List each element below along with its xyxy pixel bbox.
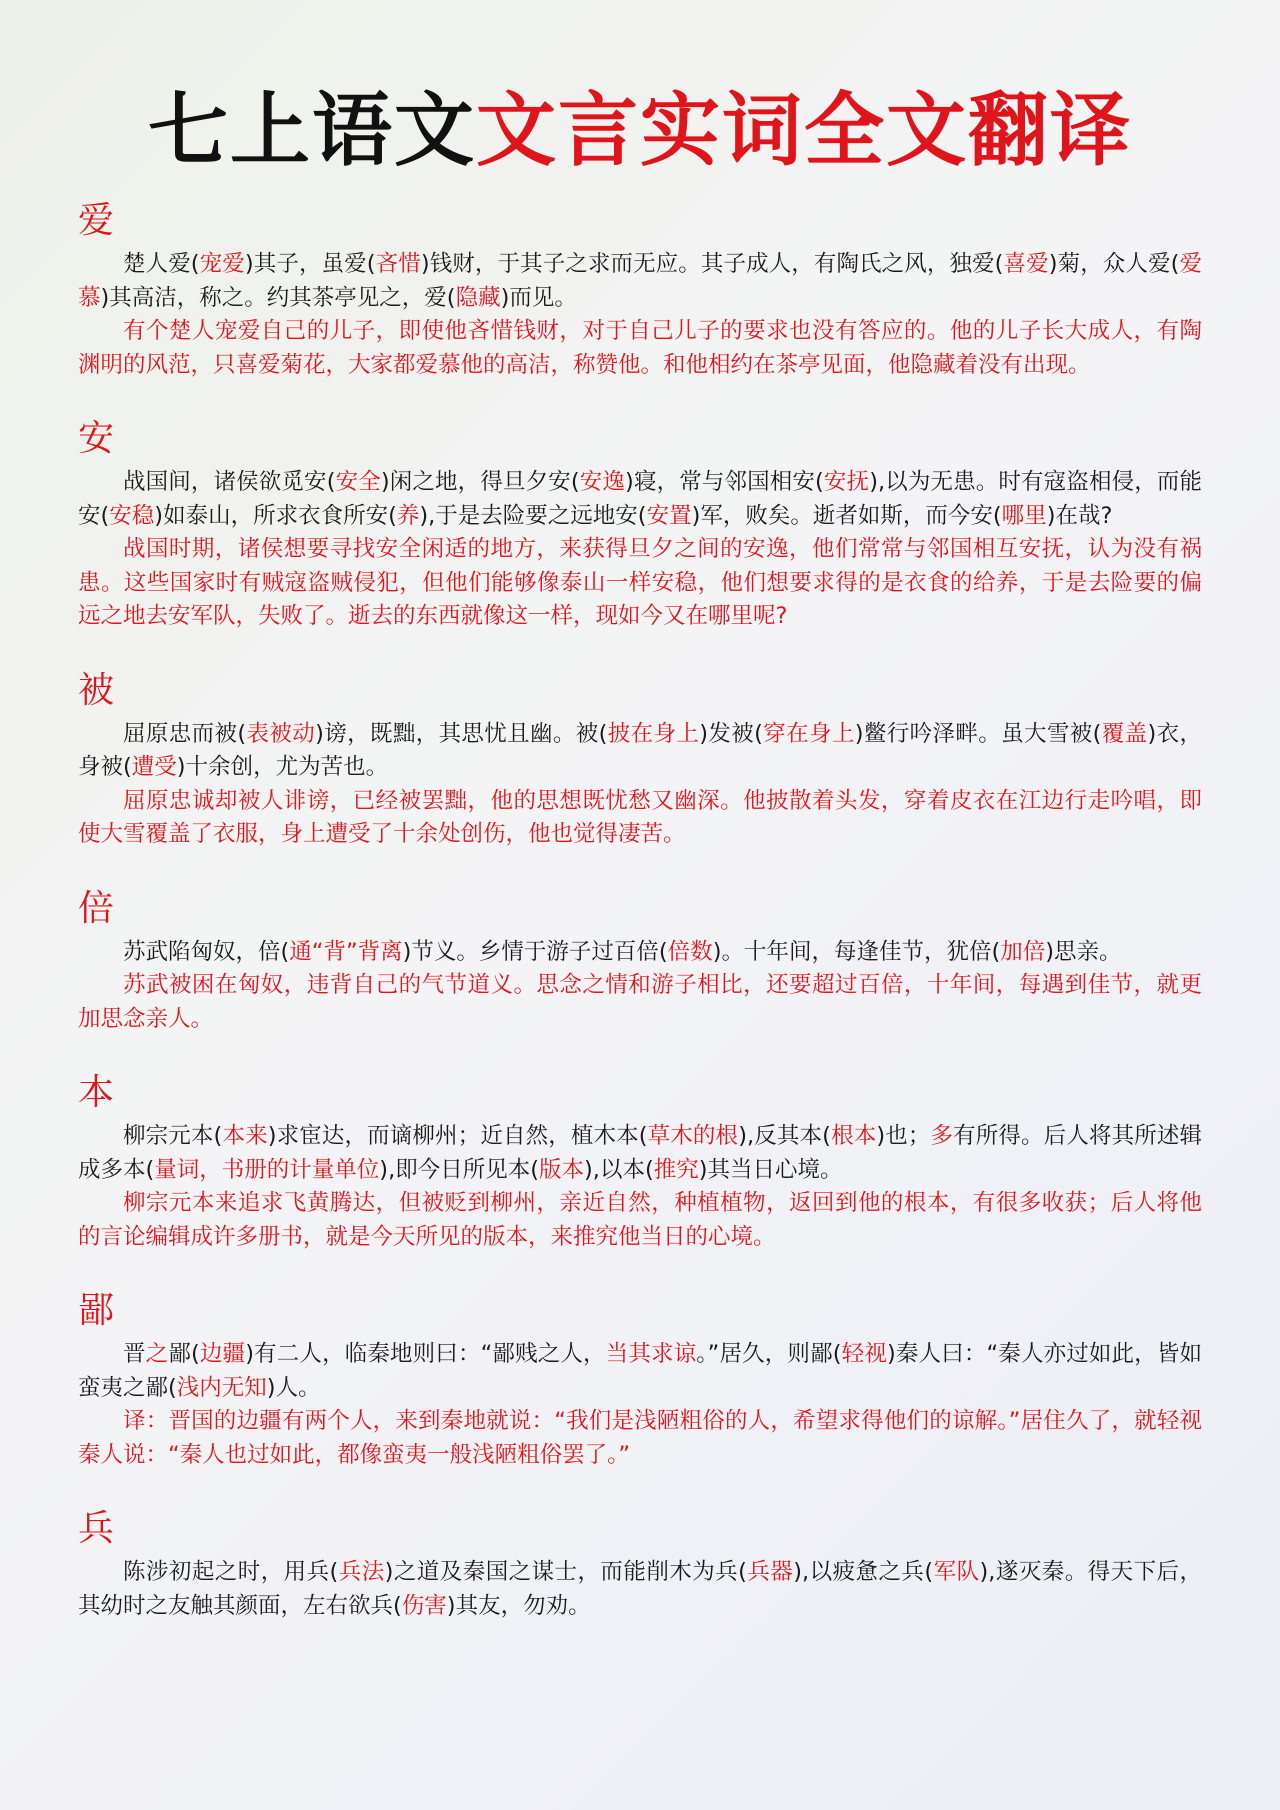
original-segment: 陈涉初起之时，用兵( (123, 1559, 339, 1585)
entry-heading: 本 (78, 1072, 115, 1113)
gloss-text: 军队 (933, 1559, 980, 1585)
translation-text: 柳宗元本来追求飞黄腾达，但被贬到柳州，亲近自然，种植植物，返回到他的根本，有很多收获；后人将他的言论编辑成许多册书，就是今天所见的版本，来推究他当日的心境。 (78, 1190, 1202, 1250)
original-segment: )钱财，于其子之求而无应。其子成人，有陶氏之风，独爱( (420, 251, 1004, 277)
gloss-text: 加倍 (1000, 938, 1046, 965)
original-segment: )也； (876, 1123, 931, 1149)
original-text (78, 1556, 1202, 1623)
gloss-text: 推究 (653, 1156, 699, 1183)
entry (78, 418, 1202, 634)
original-segment: 战国间，诸侯欲觅安( (123, 469, 336, 495)
original-segment: )其当日心境。 (698, 1156, 843, 1183)
translation-text: 有个楚人宠爱自己的儿子，即使他吝惜钱财，对于自己儿子的要求也没有答应的。他的儿子长大成人，有陶渊明的风范，只喜爱菊花，大家都爱慕他的高洁，称赞他。和他相约在茶亭见面，他隐藏着没有出现。 (78, 318, 1202, 378)
gloss-text: 兵法 (338, 1559, 385, 1585)
original-segment: )求宦达，而谪柳州；近自然，植木本( (267, 1123, 648, 1149)
gloss-text: 边疆 (199, 1341, 246, 1367)
entry-heading: 爱 (78, 200, 115, 241)
entry-heading: 兵 (78, 1508, 115, 1549)
translation-text: 屈原忠诚却被人诽谤，已经被罢黜，他的思想既忧愁又幽深。他披散着头发，穿着皮衣在江边行走吟唱，即使大雪覆盖了衣服，身上遭受了十余处创伤，他也觉得凄苦。 (78, 787, 1202, 847)
original-segment: 楚人爱( (123, 251, 200, 277)
original-segment: )其友，勿劝。 (446, 1592, 591, 1619)
gloss-text: 哪里 (1001, 502, 1047, 529)
gloss-text: 本来 (222, 1123, 268, 1149)
gloss-text: 吝惜 (375, 251, 421, 277)
original-segment: 苏武陷匈奴，倍( (123, 938, 290, 965)
original-segment: ),反其本( (738, 1123, 831, 1149)
original-segment: )秦人曰：“秦人亦过如此，皆如蛮夷之鄙( (78, 1341, 1202, 1401)
original-segment: )。十年间，每逢佳节，犹倍( (712, 938, 1001, 965)
gloss-text: 隐藏 (455, 284, 501, 311)
original-segment: )思亲。 (1045, 938, 1122, 965)
gloss-text: 兵器 (746, 1559, 794, 1585)
original-segment: )鳖行吟泽畔。虽大雪被( (854, 720, 1102, 747)
original-segment: )闲之地，得旦夕安( (380, 469, 580, 495)
entry (78, 670, 1202, 852)
gloss-text: 草木的根 (647, 1123, 739, 1149)
gloss-text: 爱慕 (78, 251, 1202, 311)
gloss-text: 轻视 (841, 1341, 887, 1367)
original-segment: )如泰山，所求衣食所安( (154, 502, 397, 529)
translation-text: 战国时期，诸侯想要寻找安全闲适的地方，来获得旦夕之间的安逸，他们常常与邻国相互安抚，认为没有祸患。这些国家时有贼寇盗贼侵犯，但他们能够像泰山一样安稳，他们想要求得的是衣食的给养，于是去险要的偏远之地去安军队，失败了。逝去的东西就像这一样，现如今又在哪里呢? (78, 536, 1202, 629)
gloss-text: 喜爱 (1003, 251, 1049, 277)
original-text (78, 718, 1202, 785)
gloss-text: 表被动 (246, 720, 316, 747)
title-red: 文言实词全文翻译 (476, 83, 1132, 177)
original-segment: 有所得。后人将其所述辑成多本( (78, 1123, 1202, 1183)
gloss-text: 养 (396, 502, 420, 529)
gloss-text: 根本 (830, 1123, 877, 1149)
original-segment: 鄙( (168, 1341, 200, 1367)
original-segment: )寝，常与邻国相安( (625, 469, 824, 495)
translation-text: 苏武被困在匈奴，违背自己的气节道义。思念之情和游子相比，还要超过百倍，十年间，每遇到佳节，就更加思念亲人。 (78, 972, 1202, 1032)
original-text (78, 466, 1202, 533)
page-title (78, 78, 1202, 182)
gloss-text: 安抚 (823, 469, 870, 495)
original-segment: )有二人，临秦地则曰：“鄙贱之人， (245, 1341, 606, 1367)
original-text (78, 1338, 1202, 1405)
original-segment: 。”居久，则鄙( (696, 1341, 842, 1367)
original-segment: )其高洁，称之。约其茶亭见之，爱( (100, 284, 456, 311)
original-segment: )军，败矣。逝者如斯，而今安( (691, 502, 1002, 529)
gloss-text: 伤害 (401, 1592, 447, 1619)
original-segment: ),于是去险要之远地安( (419, 502, 647, 529)
original-text (78, 1120, 1202, 1187)
entry-heading: 安 (78, 418, 115, 459)
entry (78, 1508, 1202, 1623)
gloss-text: 遭受 (131, 754, 177, 780)
gloss-text: 宠爱 (199, 251, 245, 277)
original-segment: ),即今日所见本( (379, 1156, 540, 1183)
original-segment: )人。 (266, 1374, 321, 1401)
original-text (78, 936, 1202, 970)
translation-text: 译：晋国的边疆有两个人，来到秦地就说：“我们是浅陋粗俗的人，希望求得他们的谅解。”居住久了，就轻视秦人说：“秦人也过如此，都像蛮夷一般浅陋粗俗罢了。” (78, 1408, 1202, 1468)
original-segment: )衣，身被( (78, 720, 1202, 780)
gloss-text: 倍数 (667, 938, 713, 965)
gloss-text: 安逸 (579, 469, 626, 495)
gloss-text: 当其求谅 (605, 1341, 697, 1367)
entry-heading: 鄙 (78, 1290, 115, 1331)
original-segment: )而见。 (500, 284, 577, 311)
gloss-text: 披在身上 (607, 720, 700, 747)
original-segment: 柳宗元本( (123, 1123, 223, 1149)
entry-heading: 被 (78, 669, 115, 711)
entry-heading: 倍 (78, 887, 115, 929)
original-segment: )发被( (699, 720, 763, 747)
original-segment: )其子，虽爱( (244, 251, 376, 277)
gloss-text: 浅内无知 (176, 1374, 267, 1401)
gloss-text: 版本 (539, 1156, 585, 1183)
original-segment: )菊，众人爱( (1048, 251, 1180, 277)
original-segment: ),以本( (584, 1156, 654, 1183)
entry (78, 1290, 1202, 1472)
original-segment: ),以为无患。时有寇盗相侵，而能安( (78, 469, 1202, 529)
original-segment: ),遂灭秦。得天下后，其幼时之友触其颜面，左右欲兵( (78, 1559, 1202, 1619)
original-segment: )节义。乡情于游子过百倍( (402, 938, 668, 965)
entry (78, 888, 1202, 1037)
gloss-text: 通“背”背离 (289, 938, 403, 965)
original-text (78, 248, 1202, 315)
original-segment: )谤，既黜，其思忧且幽。被( (315, 720, 608, 747)
original-segment: )之道及秦国之谋士，而能削木为兵( (384, 1559, 747, 1585)
entry-list (78, 200, 1202, 1623)
entry (78, 200, 1202, 382)
gloss-text: 安置 (646, 502, 692, 529)
gloss-text: 安全 (335, 469, 381, 495)
original-segment: ),以疲惫之兵( (793, 1559, 934, 1585)
original-segment: 晋 (123, 1341, 146, 1367)
gloss-text: 量词，书册的计量单位 (154, 1156, 380, 1183)
gloss-text: 覆盖 (1101, 720, 1148, 747)
gloss-text: 安稳 (109, 502, 155, 529)
entry (78, 1072, 1202, 1254)
gloss-text: 之 (145, 1341, 169, 1367)
gloss-text: 多 (930, 1123, 954, 1149)
title-black: 七上语文 (148, 83, 476, 177)
original-segment: )在哉? (1046, 502, 1113, 529)
gloss-text: 穿在身上 (762, 720, 855, 747)
original-segment: )十余创，尤为苦也。 (176, 754, 389, 780)
original-segment: 屈原忠而被( (123, 720, 247, 747)
